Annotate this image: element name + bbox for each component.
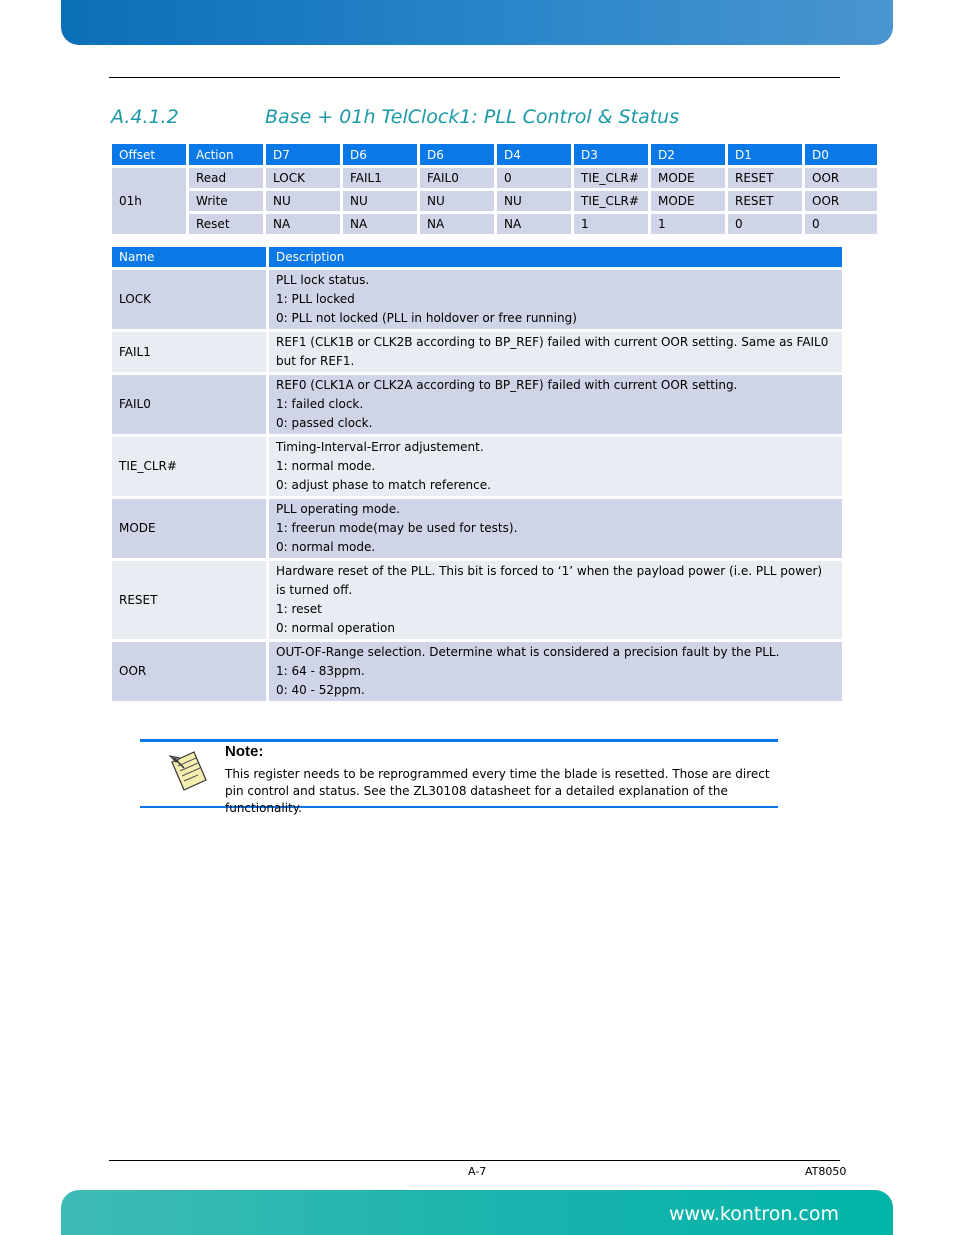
bit-cell: OOR [805,191,877,211]
description-row [112,561,842,639]
field-description-cell [269,499,842,558]
register-header-cell: D2 [651,144,725,165]
description-line: 0: PLL not locked (PLL in holdover or free running) [276,311,577,325]
description-line: 1: PLL locked [276,292,355,306]
description-row [112,437,842,496]
bit-cell: 0 [805,214,877,234]
bit-cell: NU [266,191,340,211]
action-cell: Read [189,168,263,188]
field-description-cell [269,561,842,639]
bit-cell: NA [420,214,494,234]
description-table-header [112,247,842,267]
bit-cell: NA [266,214,340,234]
description-row [112,270,842,329]
description-row [112,332,842,372]
bit-cell: NU [420,191,494,211]
column-header-name: Name [112,247,266,267]
note-text: This register needs to be reprogrammed every time the blade is resetted. Those are direct pin control and status. See the ZL30108 datasheet for a detailed explanation of the functionality. [225,767,770,815]
bit-cell: 0 [728,214,802,234]
bit-cell: MODE [651,191,725,211]
header-rule [109,77,840,78]
field-description-cell [269,270,842,329]
description-line: Hardware reset of the PLL. This bit is forced to ‘1’ when the payload power (i.e. PLL power) is turned off. [276,564,823,597]
description-line: 1: failed clock. [276,397,364,411]
field-name-cell: MODE [112,499,266,558]
description-line: 1: normal mode. [276,459,376,473]
field-description-cell [269,332,842,372]
note-paper-icon [162,746,212,796]
description-line: REF0 (CLK1A or CLK2A according to BP_REF) failed with current OOR setting. [276,378,738,392]
bit-cell: TIE_CLR# [574,191,648,211]
bit-cell: 1 [574,214,648,234]
bit-cell: MODE [651,168,725,188]
action-cell: Write [189,191,263,211]
field-name-cell: LOCK [112,270,266,329]
bit-cell: RESET [728,191,802,211]
description-line: PLL operating mode. [276,502,400,516]
footer-rule [109,1160,840,1161]
field-description-cell [269,642,842,701]
description-table [109,244,845,704]
bit-cell: NU [497,191,571,211]
bit-cell: FAIL1 [343,168,417,188]
field-name-cell: OOR [112,642,266,701]
description-line: OUT-OF-Range selection. Determine what is considered a precision fault by the PLL. [276,645,780,659]
register-table-header [112,144,877,165]
bit-cell: NA [497,214,571,234]
description-line: 0: normal operation [276,621,395,635]
field-name-cell: RESET [112,561,266,639]
description-line: PLL lock status. [276,273,370,287]
offset-cell: 01h [112,168,186,234]
description-line: Timing-Interval-Error adjustement. [276,440,484,454]
description-line: 1: reset [276,602,322,616]
description-line: 0: normal mode. [276,540,376,554]
note-box [140,739,778,815]
field-name-cell: FAIL0 [112,375,266,434]
description-line: 1: 64 - 83ppm. [276,664,365,678]
description-line: 0: adjust phase to match reference. [276,478,491,492]
website-link[interactable]: www.kontron.com [668,1203,839,1225]
footer-banner [61,1190,893,1235]
description-line: 0: passed clock. [276,416,373,430]
register-header-cell: D1 [728,144,802,165]
register-row [112,191,877,211]
description-row [112,642,842,701]
description-line: 0: 40 - 52ppm. [276,683,365,697]
bit-cell: 1 [651,214,725,234]
register-header-cell: D3 [574,144,648,165]
bit-cell: NA [343,214,417,234]
bit-cell: TIE_CLR# [574,168,648,188]
bit-cell: LOCK [266,168,340,188]
description-row [112,375,842,434]
bit-cell: 0 [497,168,571,188]
register-header-cell: D6 [343,144,417,165]
product-name: AT8050 [805,1165,847,1178]
note-title: Note: [225,743,264,760]
register-header-cell: D4 [497,144,571,165]
description-row [112,499,842,558]
bit-cell: RESET [728,168,802,188]
section-title: Base + 01h TelClock1: PLL Control & Status [265,106,680,128]
description-line: REF1 (CLK1B or CLK2B according to BP_REF) failed with current OOR setting. Same as FAIL0 but for REF1. [276,335,829,368]
register-header-cell: D0 [805,144,877,165]
bit-cell: FAIL0 [420,168,494,188]
register-header-cell: D6 [420,144,494,165]
field-description-cell [269,375,842,434]
section-number: A.4.1.2 [111,106,179,128]
field-description-cell [269,437,842,496]
register-header-cell: Offset [112,144,186,165]
page-number: A-7 [468,1165,487,1178]
bit-cell: NU [343,191,417,211]
register-row [112,214,877,234]
bit-cell: OOR [805,168,877,188]
register-header-cell: D7 [266,144,340,165]
description-line: 1: freerun mode(may be used for tests). [276,521,518,535]
register-table [109,141,880,237]
column-header-description: Description [269,247,842,267]
action-cell: Reset [189,214,263,234]
field-name-cell: FAIL1 [112,332,266,372]
register-header-cell: Action [189,144,263,165]
register-row [112,168,877,188]
header-banner [61,0,893,45]
field-name-cell: TIE_CLR# [112,437,266,496]
